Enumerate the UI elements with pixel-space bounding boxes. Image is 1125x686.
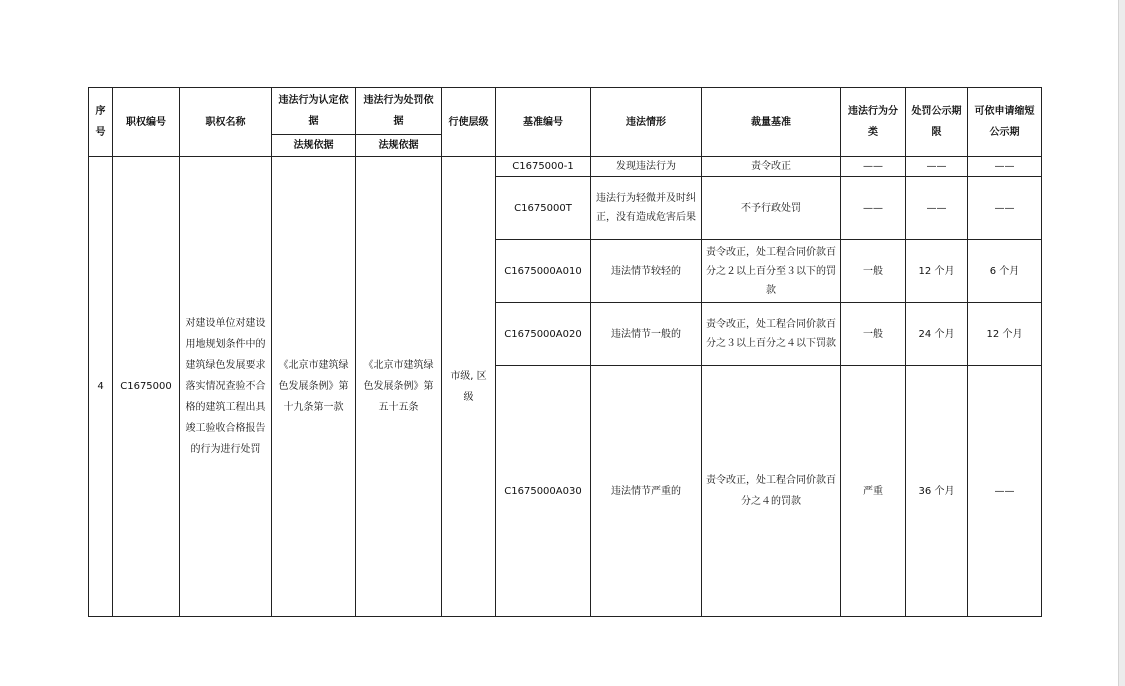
header-shortened-publicity-period: 可依申请缩短公示期 bbox=[968, 88, 1042, 157]
discretion-standard-cell: 责令改正，处工程合同价款百分之３以上百分之４以下罚款 bbox=[702, 303, 841, 366]
circumstance-cell: 违法行为轻微并及时纠正，没有造成危害后果 bbox=[591, 177, 702, 240]
record-determination-basis: 《北京市建筑绿色发展条例》第十九条第一款 bbox=[272, 157, 356, 617]
standard-code-cell: C1675000A020 bbox=[496, 303, 591, 366]
category-cell: 一般 bbox=[841, 240, 906, 303]
header-legal-basis-sub-2: 法规依据 bbox=[356, 135, 442, 157]
discretion-standard-cell: 责令改正 bbox=[702, 157, 841, 177]
table-row bbox=[89, 157, 1042, 177]
header-standard-code: 基准编号 bbox=[496, 88, 591, 157]
shortened-period-cell: 6 个月 bbox=[968, 240, 1042, 303]
header-discretion-standard: 裁量基准 bbox=[702, 88, 841, 157]
shortened-period-cell: —— bbox=[968, 177, 1042, 240]
publicity-period-cell: 24 个月 bbox=[906, 303, 968, 366]
header-penalty-basis: 违法行为处罚依据 bbox=[356, 88, 442, 135]
discretion-standard-cell: 不予行政处罚 bbox=[702, 177, 841, 240]
shortened-period-cell: 12 个月 bbox=[968, 303, 1042, 366]
header-legal-basis-sub-1: 法规依据 bbox=[272, 135, 356, 157]
circumstance-cell: 违法情节一般的 bbox=[591, 303, 702, 366]
header-power-name: 职权名称 bbox=[180, 88, 272, 157]
record-penalty-basis: 《北京市建筑绿色发展条例》第五十五条 bbox=[356, 157, 442, 617]
record-power-name: 对建设单位对建设用地规划条件中的建筑绿色发展要求落实情况查验不合格的建筑工程出具竣工验收合格报告的行为进行处罚 bbox=[180, 157, 272, 617]
category-cell: 一般 bbox=[841, 303, 906, 366]
header-violation-circumstance: 违法情形 bbox=[591, 88, 702, 157]
header-row-1 bbox=[89, 88, 1042, 135]
publicity-period-cell: —— bbox=[906, 157, 968, 177]
header-power-code: 职权编号 bbox=[113, 88, 180, 157]
discretion-standard-cell: 责令改正，处工程合同价款百分之４的罚款 bbox=[702, 366, 841, 617]
circumstance-cell: 违法情节严重的 bbox=[591, 366, 702, 617]
record-exercise-level: 市级, 区级 bbox=[442, 157, 496, 617]
header-exercise-level: 行使层级 bbox=[442, 88, 496, 157]
publicity-period-cell: —— bbox=[906, 177, 968, 240]
category-cell: —— bbox=[841, 177, 906, 240]
penalty-standard-table bbox=[88, 87, 1042, 617]
discretion-standard-cell: 责令改正，处工程合同价款百分之２以上百分至３以下的罚款 bbox=[702, 240, 841, 303]
standard-code-cell: C1675000A030 bbox=[496, 366, 591, 617]
shortened-period-cell: —— bbox=[968, 157, 1042, 177]
standard-code-cell: C1675000-1 bbox=[496, 157, 591, 177]
header-determination-basis: 违法行为认定依据 bbox=[272, 88, 356, 135]
page-edge bbox=[1118, 0, 1125, 686]
category-cell: —— bbox=[841, 157, 906, 177]
header-penalty-publicity-period: 处罚公示期限 bbox=[906, 88, 968, 157]
category-cell: 严重 bbox=[841, 366, 906, 617]
record-power-code: C1675000 bbox=[113, 157, 180, 617]
standard-code-cell: C1675000T bbox=[496, 177, 591, 240]
record-seq: 4 bbox=[89, 157, 113, 617]
standard-code-cell: C1675000A010 bbox=[496, 240, 591, 303]
circumstance-cell: 违法情节较轻的 bbox=[591, 240, 702, 303]
publicity-period-cell: 36 个月 bbox=[906, 366, 968, 617]
shortened-period-cell: —— bbox=[968, 366, 1042, 617]
circumstance-cell: 发现违法行为 bbox=[591, 157, 702, 177]
header-seq: 序号 bbox=[89, 88, 113, 157]
publicity-period-cell: 12 个月 bbox=[906, 240, 968, 303]
header-violation-category: 违法行为分类 bbox=[841, 88, 906, 157]
